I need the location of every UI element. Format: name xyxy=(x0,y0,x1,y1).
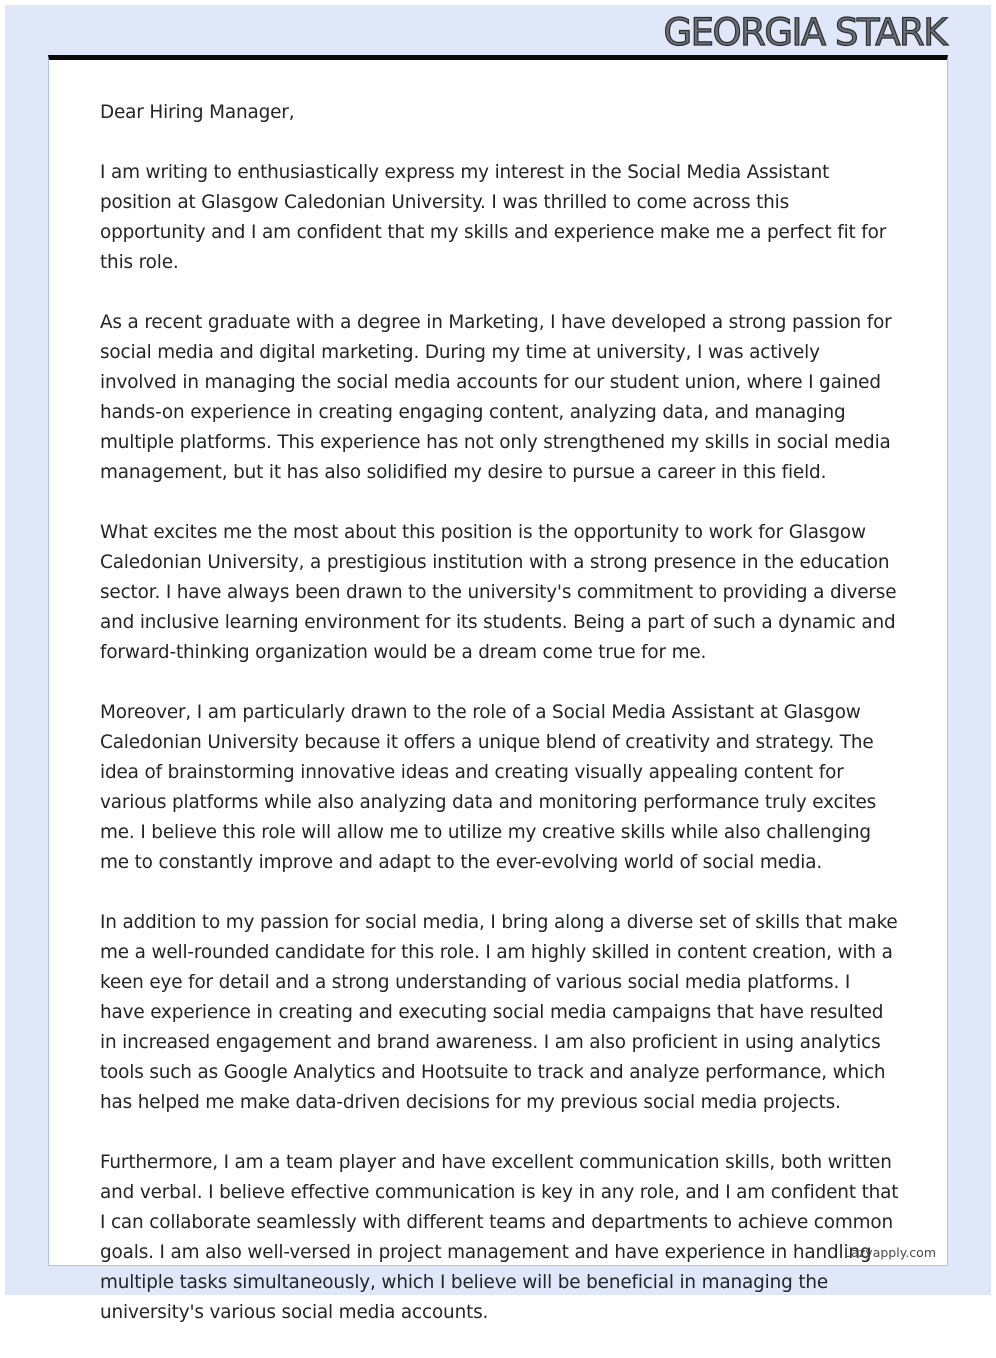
paragraph-3: What excites me the most about this position is the opportunity to work for Glasgow Caledonian University, a prestigious institution with a strong presence in the education sector. I have always been drawn to the university's commitment to providing a diverse and inclusive learning environment for its students. Being a part of such a dynamic and forward-thinking organization would be a dream come true for me. xyxy=(100,522,897,663)
paragraph-6: Furthermore, I am a team player and have excellent communication skills, both written and verbal. I believe effective communication is key in any role, and I am confident that I can collaborate seamlessly with different teams and departments to achieve common goals. I am also well-versed in project management and have experience in handling multiple tasks simultaneously, which I believe will be beneficial in managing the university's various social media accounts. xyxy=(100,1152,899,1323)
paragraph-2: As a recent graduate with a degree in Marketing, I have developed a strong passion for social media and digital marketing. During my time at university, I was actively involved in managing the social media accounts for our student union, where I gained hands-on experience in creating engaging content, analyzing data, and managing multiple platforms. This experience has not only strengthened my skills in social media management, but it has also solidified my desire to pursue a career in this field. xyxy=(100,312,892,483)
paragraph-4: Moreover, I am particularly drawn to the role of a Social Media Assistant at Glasgow Caledonian University because it offers a unique blend of creativity and strategy. The idea of brainstorming innovative ideas and creating visually appealing content for various platforms while also analyzing data and monitoring performance truly excites me. I believe this role will allow me to utilize my creative skills while also challenging me to constantly improve and adapt to the ever-evolving world of social media. xyxy=(100,702,877,873)
paragraph-1: I am writing to enthusiastically express my interest in the Social Media Assistant position at Glasgow Caledonian University. I was thrilled to come across this opportunity and I am confident that my skills and experience make me a perfect fit for this role. xyxy=(100,162,887,273)
watermark: Lazyapply.com xyxy=(844,1245,936,1260)
applicant-name: GEORGIA STARK xyxy=(663,11,946,54)
salutation: Dear Hiring Manager, xyxy=(100,102,295,123)
cover-letter-body xyxy=(100,98,900,1358)
paragraph-5: In addition to my passion for social media, I bring along a diverse set of skills that make me a well-rounded candidate for this role. I am highly skilled in content creation, with a keen eye for detail and a strong understanding of various social media platforms. I have experience in creating and executing social media campaigns that have resulted in increased engagement and brand awareness. I am also proficient in using analytics tools such as Google Analytics and Hootsuite to track and analyze performance, which has helped me make data-driven decisions for my previous social media projects. xyxy=(100,912,898,1113)
